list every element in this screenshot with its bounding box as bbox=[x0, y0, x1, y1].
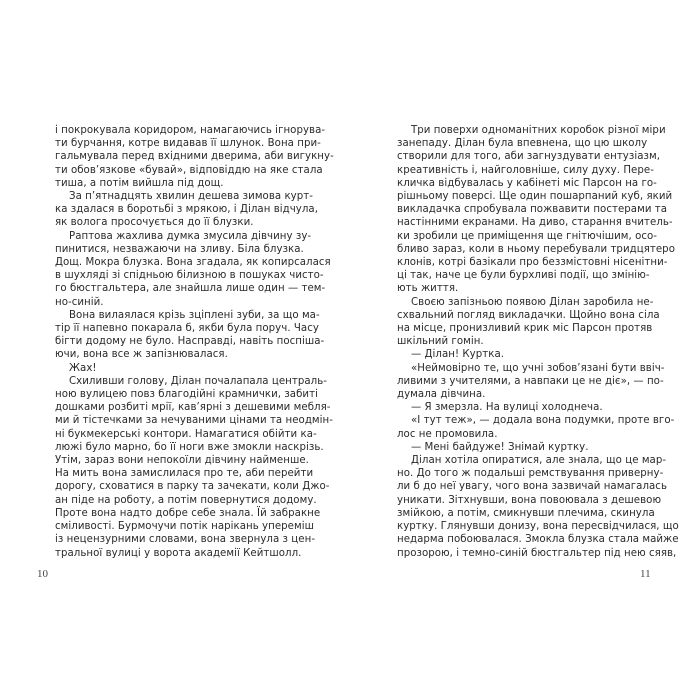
text-line: лос не промовила. bbox=[397, 428, 498, 440]
text-line: ки зробили це приміщення ще гнітючішим, осо- bbox=[397, 230, 658, 242]
text-line: в шухляді зі спідньою білизною в пошуках чисто- bbox=[55, 270, 324, 282]
text-line: Раптова жахлива думка змусила дівчину зу- bbox=[69, 230, 312, 242]
text-line: На мить вона замислилася про те, аби перейти bbox=[55, 468, 314, 480]
text-line: го бюстгальтера, але знайшла лише один — тем- bbox=[55, 283, 326, 295]
text-line: — Я змерзла. На вулиці холоднеча. bbox=[411, 402, 603, 414]
text-line: Утім, зараз вони непокоїли дівчину найменше. bbox=[55, 455, 309, 467]
text-line: ють життя. bbox=[397, 283, 459, 295]
text-line: клонів, котрі базікали про беззмістовні нісенітни- bbox=[397, 257, 668, 269]
page-number-right: 11 bbox=[640, 568, 651, 580]
text-line: куртку. Глянувши донизу, вона пересвідчилася, що bbox=[397, 521, 679, 533]
page-number-left: 10 bbox=[37, 568, 48, 580]
text-line: викладачка спробувала пожвавити постерами та bbox=[397, 204, 668, 216]
text-line: Схиливши голову, Ділан почалапала централь- bbox=[69, 375, 328, 387]
text-line: но. До того ж подальші ремствування приверну- bbox=[397, 468, 664, 480]
text-line: ми й тістечками за нечуваними цінами та неодмін- bbox=[55, 415, 333, 427]
text-line: люжі було марно, бо її ноги вже змокли наскрізь. bbox=[55, 441, 324, 453]
text-line: ливими з учителями, а навпаки це не діє», — по- bbox=[397, 375, 664, 387]
text-line: і покрокувала коридором, намагаючись ігнорува- bbox=[55, 125, 326, 136]
text-line: недарма побоювалася. Змокла блузка стала майже bbox=[397, 534, 679, 546]
text-line: тральної вулиці у ворота академії Кейтшолл. bbox=[55, 547, 302, 559]
text-line: ти обов’язкове «бувай», відповіддю на яке стала bbox=[55, 164, 323, 176]
text-line: Проте вона надто добре себе знала. Їй забракне bbox=[55, 507, 321, 519]
text-line: пинитися, незважаючи на зливу. Біла блузка. bbox=[55, 243, 304, 255]
text-line: думала дівчина. bbox=[397, 389, 486, 401]
text-line: шкільний гомін. bbox=[397, 336, 484, 348]
text-line: із нецензурними словами, вона звернула з цен- bbox=[55, 534, 316, 546]
text-line: занепаду. Ділан була впевнена, що цю школу bbox=[397, 138, 648, 150]
text-line: Жах! bbox=[69, 362, 97, 374]
text-line: настінними екранами. На диво, старання вчитель- bbox=[397, 217, 673, 229]
text-line: Ділан хотіла опиратися, але знала, що це мар- bbox=[411, 455, 667, 467]
text-line: прозорою, і темно-синій бюстгальтер під нею сяяв, bbox=[397, 547, 677, 559]
text-line: ючи, вона все ж запізнювалася. bbox=[55, 349, 228, 361]
text-line: як волога просочується до її блузки. bbox=[55, 217, 254, 229]
text-line: Дощ. Мокра блузка. Вона згадала, як копирсалася bbox=[55, 257, 331, 269]
left-page-text bbox=[55, 124, 334, 560]
text-line: кличка відбувалась у кабінеті міс Парсон на го- bbox=[397, 177, 657, 189]
text-line: За п’ятнадцять хвилин дешева зимова курт- bbox=[69, 191, 313, 203]
text-line: «І тут теж», — додала вона подумки, проте вго- bbox=[411, 415, 675, 427]
text-line: бливо зараз, коли в ньому перебували тридцятеро bbox=[397, 243, 675, 255]
text-line: ан піде на роботу, а потім повернутися додому. bbox=[55, 494, 317, 506]
text-line: тір її напевно покарала б, якби була поруч. Часу bbox=[55, 323, 319, 335]
text-line: ці так, наче це були бурхливі події, що змінію- bbox=[397, 270, 650, 282]
text-line: гальмувала перед вхідними дверима, аби вигукну- bbox=[55, 151, 334, 163]
text-line: — Мені байдуже! Знімай куртку. bbox=[411, 441, 589, 453]
text-line: на місце, пронизливий крик міс Парсон протяв bbox=[397, 323, 653, 335]
text-line: створили для того, аби загнуздувати ентузіазм, bbox=[397, 151, 661, 163]
text-line: Три поверхи одноманітних коробок різної міри bbox=[411, 125, 666, 136]
text-line: Вона вилаялася крізь зціплені зуби, за що ма- bbox=[69, 309, 320, 321]
text-line: змійкою, а потім, смикнувши плечима, скинула bbox=[397, 507, 655, 519]
text-line: бігти додому не було. Насправді, навіть поспіша- bbox=[55, 336, 325, 348]
text-line: «Неймовірно те, що учні зобов’язані бути ввіч- bbox=[411, 362, 665, 374]
text-line: уникати. Зітхнувши, вона повоювала з дешевою bbox=[397, 494, 662, 506]
text-line: дорогу, сховатися в парку та зачекати, коли Джо- bbox=[55, 481, 330, 493]
text-line: креативність і, найголовніше, силу духу. Пере- bbox=[397, 164, 654, 176]
text-line: ні букмекерські контори. Намагатися обійти ка- bbox=[55, 428, 317, 440]
text-line: ною вулицею повз благодійні крамнички, забиті bbox=[55, 389, 318, 401]
text-line: ка здалася в боротьбі з мрякою, і Ділан відчула, bbox=[55, 204, 319, 216]
text-line: рішньому поверсі. Ще один пошарпаний куб, який bbox=[397, 191, 673, 203]
text-line: Своєю запізньою появою Ділан заробила не- bbox=[411, 296, 654, 308]
text-line: тиша, а потім вийшла під дощ. bbox=[55, 177, 224, 189]
text-line: но-синій. bbox=[55, 296, 104, 308]
text-line: — Ділан! Куртка. bbox=[411, 349, 505, 361]
text-line: ти бурчання, котре видавав її шлунок. Вона при- bbox=[55, 138, 321, 150]
text-line: ли б до неї увагу, чого вона зазвичай намагалась bbox=[397, 481, 668, 493]
text-line: дошками розбиті мрії, кав’ярні з дешевими мебля- bbox=[55, 402, 331, 414]
text-line: схвальний погляд викладачки. Щойно вона сіла bbox=[397, 309, 660, 321]
text-line: сміливості. Бурмочучи потік нарікань упереміш bbox=[55, 521, 314, 533]
right-page-text bbox=[397, 124, 679, 560]
